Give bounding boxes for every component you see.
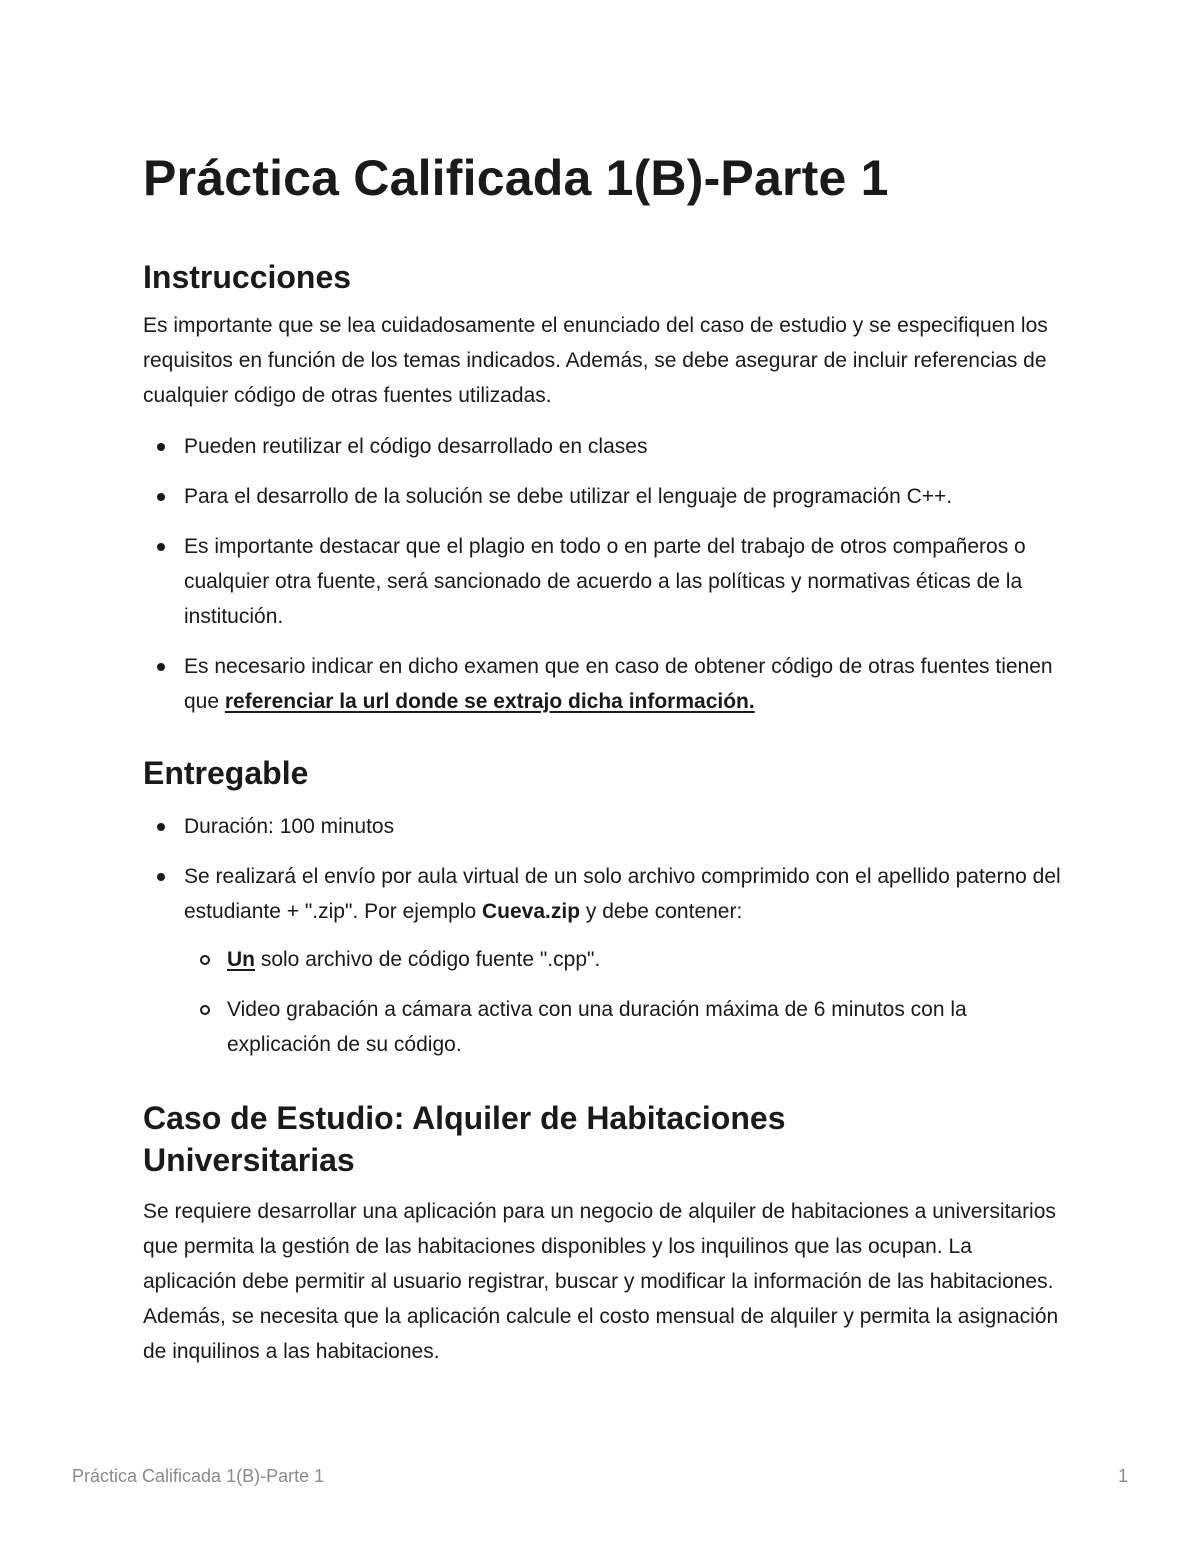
footer-title: Práctica Calificada 1(B)-Parte 1	[72, 1466, 325, 1486]
hollow-bullet-icon	[200, 955, 210, 965]
section-heading-entregable: Entregable	[143, 755, 309, 791]
bullet-icon	[157, 543, 165, 551]
caso-paragraph: Se requiere desarrollar una aplicación para un negocio de alquiler de habitaciones a universitarios que permita la gestión de las habitaciones disponibles y los inquilinos que las ocupan. La aplicación debe permitir al usuario registrar, buscar y modificar la información de las habitaciones. Además, se necesita que la aplicación calcule el costo mensual de alquiler y permita la asignación de inquilinos a las habitaciones.	[143, 1200, 1059, 1363]
page-number: 1	[1118, 1466, 1129, 1486]
list-item: Se realizará el envío por aula virtual de un solo archivo comprimido con el apellido paterno del estudiante + ".zip". Por ejemplo Cueva.zip y debe contener:	[143, 859, 1063, 929]
list-item: Para el desarrollo de la solución se debe utilizar el lenguaje de programación C++.	[143, 479, 1063, 514]
hollow-bullet-icon	[200, 1005, 210, 1015]
instrucciones-paragraph: Es importante que se lea cuidadosamente el enunciado del caso de estudio y se especifiquen los requisitos en función de los temas indicados. Además, se debe asegurar de incluir referencias de cualquier código de otras fuentes utilizadas.	[143, 314, 1048, 407]
bullet-icon	[157, 873, 165, 881]
list-item: Pueden reutilizar el código desarrollado en clases	[143, 429, 1063, 464]
instrucciones-list	[143, 429, 1063, 719]
list-item: Un solo archivo de código fuente ".cpp".	[143, 942, 1063, 977]
reference-emphasis: referenciar la url donde se extrajo dicha información.	[224, 690, 755, 713]
list-item: Video grabación a cámara activa con una duración máxima de 6 minutos con la explicación de su código.	[143, 992, 1063, 1062]
entregable-list	[143, 809, 1063, 929]
list-item: Duración: 100 minutos	[143, 809, 1063, 844]
bullet-icon	[157, 823, 165, 831]
list-item: Es importante destacar que el plagio en todo o en parte del trabajo de otros compañeros o cualquier otra fuente, será sancionado de acuerdo a las políticas y normativas éticas de la institución.	[143, 529, 1063, 634]
bullet-icon	[157, 443, 165, 451]
section-heading-caso-line2: Universitarias	[143, 1142, 355, 1178]
document-title: Práctica Calificada 1(B)-Parte 1	[143, 150, 889, 206]
section-heading-instrucciones: Instrucciones	[143, 259, 352, 295]
section-heading-caso-line1: Caso de Estudio: Alquiler de Habitaciones	[143, 1100, 786, 1136]
entregable-sublist	[143, 942, 1063, 1062]
bullet-icon	[157, 493, 165, 501]
example-filename: Cueva.zip	[482, 900, 581, 923]
list-item: Es necesario indicar en dicho examen que en caso de obtener código de otras fuentes tienen que referenciar la url donde se extrajo dicha información.	[143, 649, 1063, 719]
bullet-icon	[157, 663, 165, 671]
